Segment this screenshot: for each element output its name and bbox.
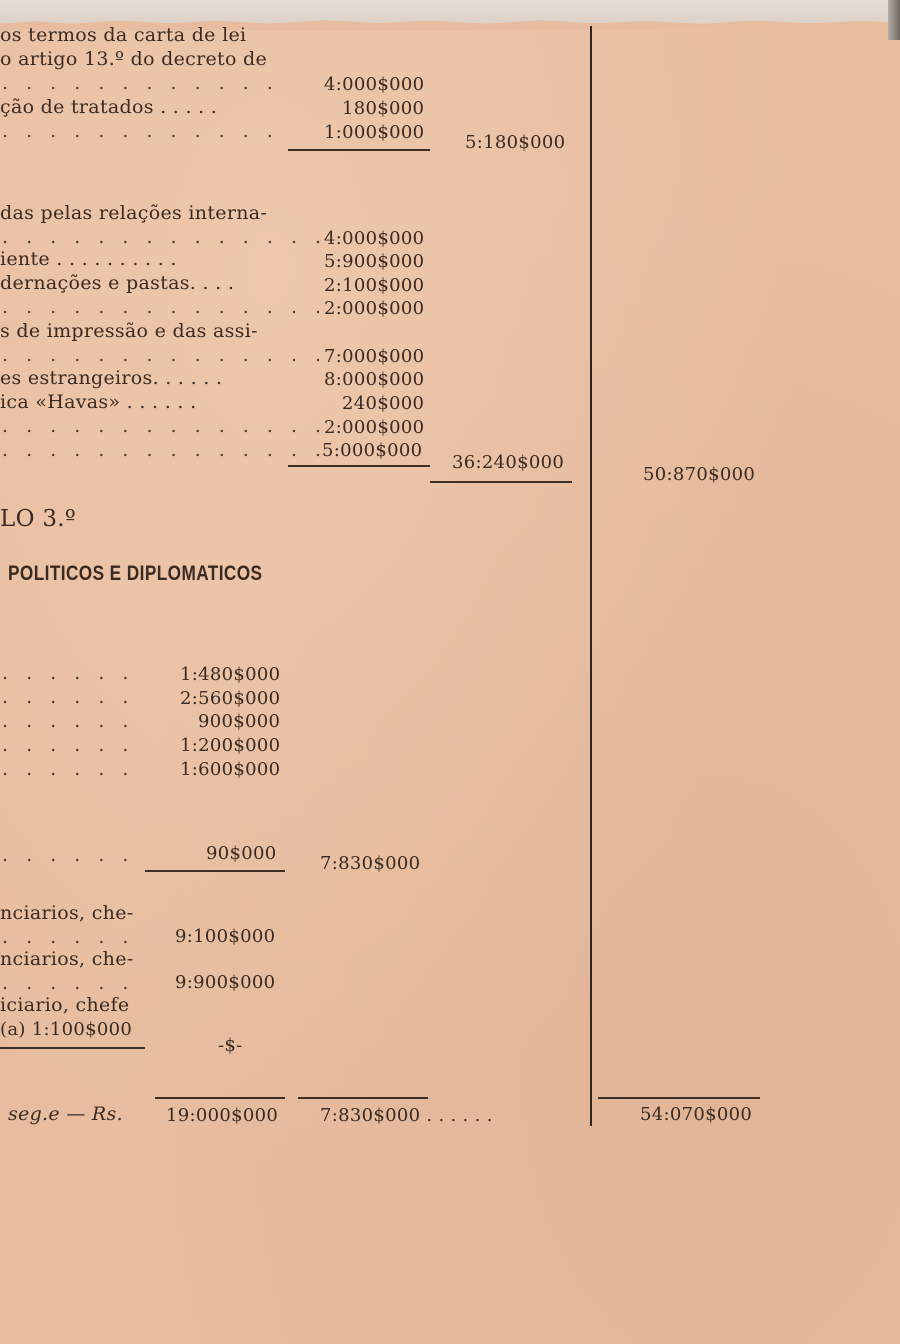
amount: 4:000$000 — [324, 228, 425, 249]
sum-rule — [298, 1097, 428, 1099]
section-heading: POLITICOS E DIPLOMATICOS — [8, 562, 263, 585]
amount: 1:000$000 — [324, 122, 425, 143]
text-line: nciarios, che- — [0, 902, 134, 924]
leader-dots: . . . . . . — [2, 710, 135, 732]
amount: 2:100$000 — [324, 275, 425, 296]
text-line: dernações e pastas. . . . — [0, 272, 235, 294]
text-line: iente . . . . . . . . . . — [0, 248, 177, 270]
sum-rule — [145, 870, 285, 872]
leader-dots: . . . . . . . . . . . . — [2, 72, 279, 94]
subtotal-amount: 5:180$000 — [465, 132, 566, 153]
text-line: es estrangeiros. . . . . . — [0, 367, 223, 389]
amount: 8:000$000 — [324, 369, 425, 390]
amount: 5:000$000 — [322, 440, 423, 461]
sum-rule — [0, 1047, 145, 1049]
scan-top-edge — [0, 0, 900, 24]
text-line: os termos da carta de lei — [0, 24, 247, 46]
amount: 180$000 — [342, 98, 425, 119]
amount: (a) 1:100$000 — [0, 1019, 133, 1040]
sum-rule — [155, 1097, 285, 1099]
text-line: o artigo 13.º do decreto de — [0, 48, 268, 70]
leader-dots: . . . . . . . . . . . . . . — [2, 344, 328, 366]
amount: 9:100$000 — [175, 926, 276, 947]
scan-shadow — [888, 0, 900, 40]
column-separator — [590, 26, 592, 1126]
total-amount: 50:870$000 — [643, 464, 756, 485]
amount: 90$000 — [206, 843, 277, 864]
nil-amount: -$- — [218, 1035, 243, 1056]
carry-forward-label: seg.e — Rs. — [8, 1103, 123, 1125]
total-amount: 19:000$000 — [166, 1105, 279, 1126]
leader-dots: . . . . . . . . . . . . . . — [2, 226, 328, 248]
sum-rule — [598, 1097, 760, 1099]
text-line: s de impressão e das assi- — [0, 320, 258, 342]
text-line: das pelas relações interna- — [0, 202, 268, 224]
leader-dots: . . . . . . . . . . . . . . — [2, 296, 328, 318]
leader-dots: . . . . . . — [2, 686, 135, 708]
leader-dots: . . . . . . — [2, 926, 135, 948]
leader-dots: . . . . . . — [2, 662, 135, 684]
leader-dots: . . . . . . — [2, 972, 135, 994]
text-line: ica «Havas» . . . . . . — [0, 391, 197, 413]
leader-dots: . . . . . . — [2, 758, 135, 780]
grand-total-amount: 54:070$000 — [640, 1104, 753, 1125]
amount: 2:000$000 — [324, 417, 425, 438]
subtotal-amount: 36:240$000 — [452, 452, 565, 473]
amount: 900$000 — [198, 711, 281, 732]
text-line: ção de tratados . . . . . — [0, 96, 218, 118]
leader-dots: . . . . . . . . . . . . . . — [2, 439, 328, 461]
amount: 240$000 — [342, 393, 425, 414]
amount: 2:000$000 — [324, 298, 425, 319]
chapter-heading: LO 3.º — [0, 506, 76, 532]
leader-dots: . . . . . . — [2, 844, 135, 866]
amount: 5:900$000 — [324, 251, 425, 272]
amount: 1:200$000 — [180, 735, 281, 756]
total-amount: 7:830$000 . . . . . . — [320, 1105, 493, 1126]
amount: 7:000$000 — [324, 346, 425, 367]
amount: 1:480$000 — [180, 664, 281, 685]
leader-dots: . . . . . . . . . . . . . . — [2, 415, 328, 437]
amount: 9:900$000 — [175, 972, 276, 993]
sum-rule — [288, 465, 430, 467]
text-line: nciarios, che- — [0, 948, 134, 970]
leader-dots: . . . . . . — [2, 734, 135, 756]
subtotal-amount: 7:830$000 — [320, 853, 421, 874]
sum-rule — [430, 481, 572, 483]
amount: 1:600$000 — [180, 759, 281, 780]
amount: 4:000$000 — [324, 74, 425, 95]
leader-dots: . . . . . . . . . . . . — [2, 120, 279, 142]
text-line: iciario, chefe — [0, 994, 130, 1016]
sum-rule — [288, 149, 430, 151]
amount: 2:560$000 — [180, 688, 281, 709]
